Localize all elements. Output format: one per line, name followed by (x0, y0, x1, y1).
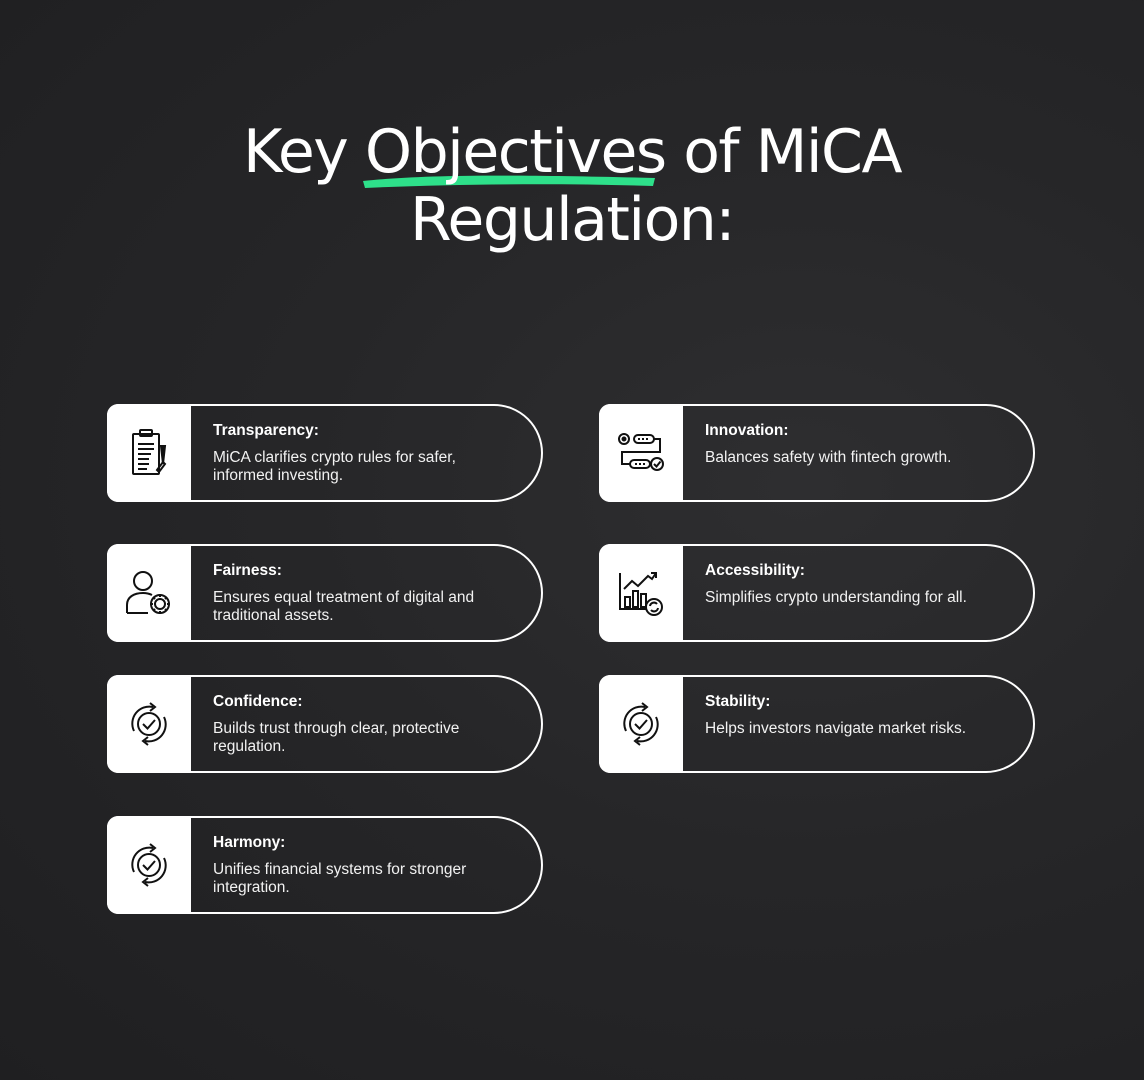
card-icon-box (107, 816, 191, 914)
card-title: Transparency: (213, 422, 319, 439)
title-highlight (365, 118, 666, 186)
card-icon-box (107, 675, 191, 773)
card-title: Stability: (705, 693, 771, 710)
card-confidence (107, 675, 543, 773)
cycle-check-icon (618, 701, 664, 747)
cycle-check-icon (126, 842, 172, 888)
process-flow-icon (616, 430, 666, 476)
user-gear-icon (124, 569, 174, 617)
document-pen-icon (127, 428, 171, 478)
title-words-of-mica: of MiCA (683, 117, 901, 187)
card-description: Ensures equal treatment of digital and traditional assets. (213, 589, 475, 624)
card-description: Helps investors navigate market risks. (705, 720, 967, 737)
card-icon-box (599, 675, 683, 773)
card-description: MiCA clarifies crypto rules for safer, informed investing. (213, 449, 456, 484)
card-harmony (107, 816, 543, 914)
card-description: Builds trust through clear, protective regulation. (213, 720, 460, 755)
card-accessibility (599, 544, 1035, 642)
card-description: Balances safety with fintech growth. (705, 449, 952, 466)
card-icon-box (107, 544, 191, 642)
card-icon-box (107, 404, 191, 502)
title-line-2: Regulation: (409, 185, 735, 255)
card-title: Innovation: (705, 422, 789, 439)
card-description: Unifies financial systems for stronger integration. (213, 861, 467, 896)
card-title: Confidence: (213, 693, 303, 710)
title-word-objectives: Objectives (364, 117, 666, 187)
page-title (0, 118, 1144, 254)
card-icon-box (599, 404, 683, 502)
card-innovation (599, 404, 1035, 502)
card-title: Fairness: (213, 562, 282, 579)
card-fairness (107, 544, 543, 642)
card-transparency (107, 404, 543, 502)
card-icon-box (599, 544, 683, 642)
chart-refresh-icon (617, 569, 665, 617)
cycle-check-icon (126, 701, 172, 747)
title-word-key: Key (243, 117, 348, 187)
card-title: Harmony: (213, 834, 286, 851)
title-line-1 (0, 118, 1144, 186)
card-stability (599, 675, 1035, 773)
card-title: Accessibility: (705, 562, 805, 579)
card-description: Simplifies crypto understanding for all. (705, 589, 967, 606)
